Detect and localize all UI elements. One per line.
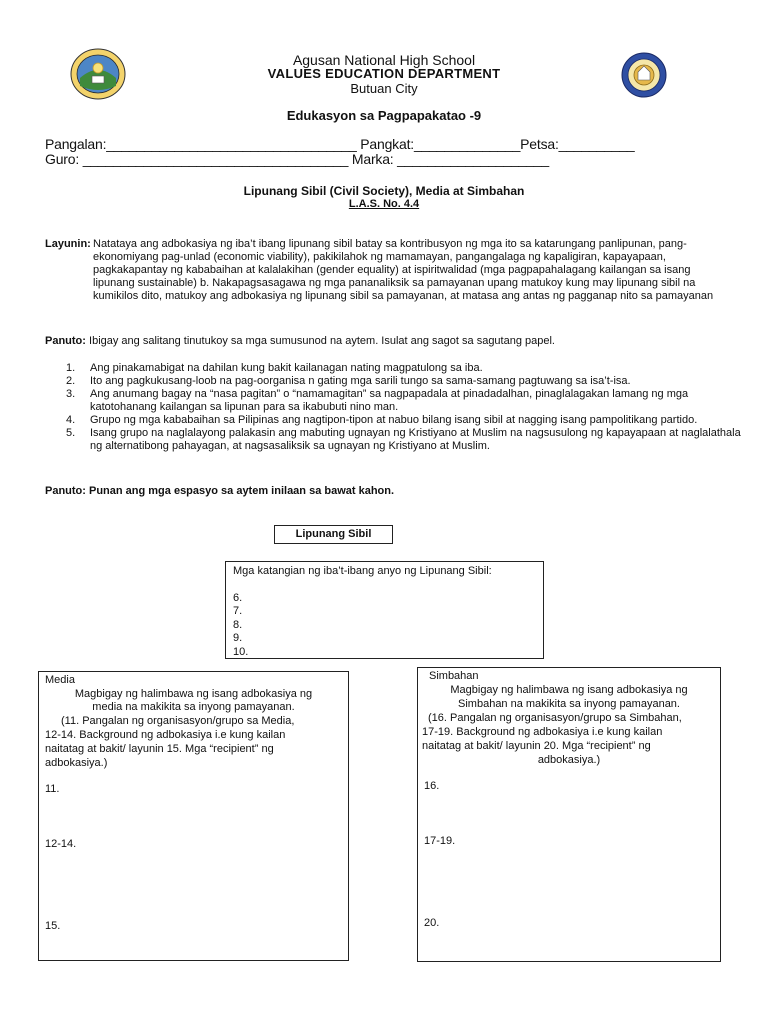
answer-15: 15. — [45, 920, 61, 932]
church-desc-line4: 17-19. Background ng adbokasiya i.e kung kailan — [422, 726, 663, 738]
church-desc-line2: Simbahan na makikita sa inyong pamayanan. — [458, 698, 680, 710]
subject-title: Edukasyon sa Pagpapakatao -9 — [286, 108, 482, 123]
question-list — [66, 362, 746, 453]
department-name: VALUES EDUCATION DEPARTMENT — [267, 66, 501, 81]
civil-society-label-box: Lipunang Sibil — [274, 525, 393, 544]
name-grade-date-fields[interactable]: Pangalan:_________________________________ Pangkat:______________Petsa:__________ — [45, 136, 635, 152]
media-box[interactable] — [38, 671, 349, 961]
instruction-1-text: Ibigay ang salitang tinutukoy sa mga sumusunod na aytem. Isulat ang sagot sa sagutang papel. — [89, 335, 555, 347]
answer-17-19: 17-19. — [424, 835, 456, 847]
church-title: Simbahan — [429, 670, 479, 682]
church-desc-line6: adbokasiya.) — [537, 754, 601, 766]
church-box[interactable] — [417, 667, 721, 962]
instruction-1-label: Panuto: — [45, 335, 86, 347]
instruction-1 — [45, 335, 735, 348]
list-item: 5. Isang grupo na naglalayong palakasin ang mabuting ugnayan ng Kristiyano at Muslim na nagsusulong ng kapayapaan at naglalathala ng alternatibong pahayagan, at nagsasaliksik sa ugnayan ng Kristiyano at Muslim. — [66, 427, 741, 452]
answer-16: 16. — [424, 780, 440, 792]
church-desc-line1: Magbigay ng halimbawa ng isang adbokasiya ng — [450, 684, 688, 696]
list-item: 4. Grupo ng mga kababaihan sa Pilipinas ang nagtipon-tipon at nabuo bilang isang sibil at nagging isang pampolitikang partido. — [66, 414, 698, 426]
answer-20: 20. — [424, 917, 440, 929]
answer-12-14: 12-14. — [45, 838, 77, 850]
list-item: 2. Ito ang pagkukusang-loob na pag-oorganisa n gating mga sarili tungo sa sama-samang pagtuwang sa isa’t-isa. — [66, 375, 631, 387]
instruction-2: Panuto: Punan ang mga espasyo sa aytem inilaan sa bawat kahon. — [45, 485, 395, 497]
church-desc-line3: (16. Pangalan ng organisasyon/grupo sa Simbahan, — [428, 712, 682, 724]
answer-8: 8. — [233, 618, 243, 631]
answer-6: 6. — [233, 591, 243, 604]
media-desc-line6: adbokasiya.) — [45, 757, 108, 769]
church-desc-line5: naitatag at bakit/ layunin 20. Mga “recipient” ng — [422, 740, 651, 752]
media-desc-line5: naitatag at bakit/ layunin 15. Mga “recipient” ng — [45, 743, 274, 755]
characteristics-label: Mga katangian ng iba’t-ibang anyo ng Lipunang Sibil: — [233, 565, 492, 577]
answer-10: 10. — [233, 645, 249, 658]
objectives-label: Layunin: — [45, 238, 91, 250]
teacher-score-fields[interactable]: Guro: ___________________________________ Marka: ____________________ — [45, 151, 549, 167]
media-desc-line2: media na makikita sa inyong pamayanan. — [92, 701, 295, 713]
answer-9: 9. — [233, 632, 243, 644]
media-desc-line1: Magbigay ng halimbawa ng isang adbokasiya ng — [74, 688, 313, 700]
objectives-text: Natataya ang adbokasiya ng iba’t ibang lipunang sibil batay sa kontribusyon ng mga ito sa katarungang panlipunan, pang-ekonomiyang pag-unlad (economic viability), pakikilahok ng mamamayan, pangangalaga ng kapaligiran, kapayapaan, pagkakapantay ng kababaihan at kalalakihan (gender equality) at ispiritwalidad (mga pagpapahalagang kailangan sa isang lipunang sustainable) b. Nakapagsasagawa ng mga pananaliksik sa pamayanan upang matukoy kung may lipunang sibil na kumikilos dito, matukoy ang adbokasiya ng lipunang sibil sa pamayanan, at matasa ang antas ng pagganap nito sa pamayanan — [93, 238, 714, 302]
lesson-number: L.A.S. No. 4.4 — [348, 198, 420, 210]
media-title: Media — [45, 674, 75, 686]
school-name: Agusan National High School — [292, 52, 476, 68]
answer-11: 11. — [45, 783, 60, 795]
media-desc-line3: (11. Pangalan ng organisasyon/grupo sa Media, — [61, 715, 295, 727]
lesson-title: Lipunang Sibil (Civil Society), Media at Simbahan — [243, 184, 525, 198]
city-name: Butuan City — [350, 81, 418, 96]
media-desc-line4: 12-14. Background ng adbokasiya i.e kung kailan — [45, 729, 286, 741]
characteristics-box[interactable] — [225, 561, 544, 659]
list-item: 1. Ang pinakamabigat na dahilan kung bakit kailanagan nating magpatulong sa iba. — [66, 362, 483, 374]
answer-7: 7. — [233, 605, 243, 617]
list-item: 3. Ang anumang bagay na “nasa pagitan” o “namamagitan” sa nagpapadala at pinadadalhan, pinaglalagakan lamang ng mga katotohanang kailangan sa lipunan para sa ikabubuti nino man. — [66, 388, 689, 413]
